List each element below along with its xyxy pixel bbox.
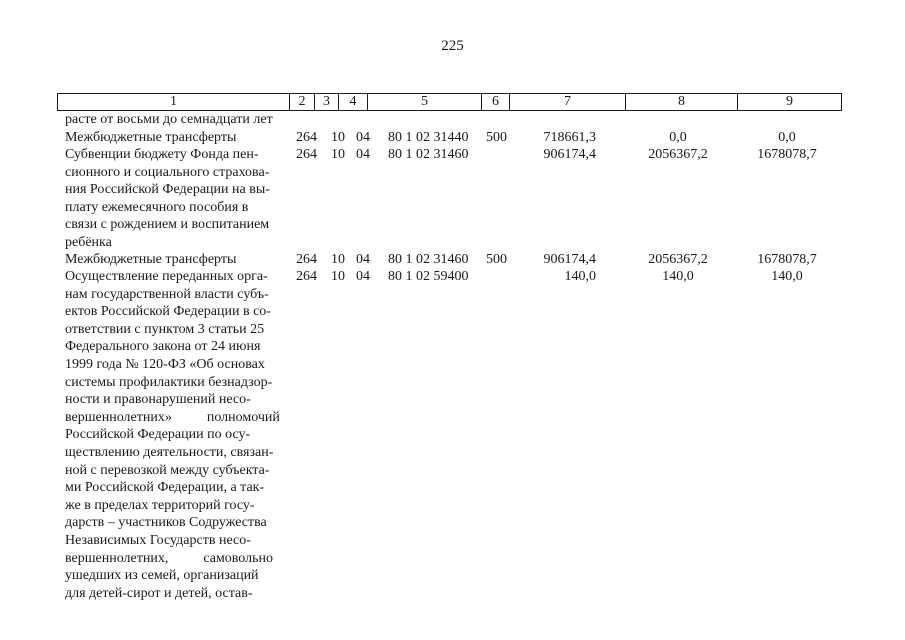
text-line: ребёнка — [65, 234, 112, 250]
cell-col-7: 718661,3 — [543, 130, 596, 145]
text-line: Федерального закона от 24 июня — [65, 339, 261, 355]
cell-col-7: 906174,4 — [543, 252, 596, 267]
text-line: плату ежемесячного пособия в — [65, 199, 249, 215]
text-line: ответствии с пунктом 3 статьи 25 — [65, 321, 265, 337]
cell-col-2: 264 — [296, 147, 317, 162]
row-description: Межбюджетные трансферты — [65, 252, 237, 267]
cell-col-9: 140,0 — [771, 269, 803, 284]
text-line: ности и правонарушений несо- — [65, 392, 251, 408]
text-line: вершеннолетних, самовольно — [65, 550, 273, 566]
cell-col-4: 04 — [356, 269, 370, 284]
column-header-1: 1 — [58, 94, 290, 110]
column-header-7: 7 — [510, 94, 626, 110]
cell-col-8: 0,0 — [669, 130, 687, 145]
text-line: Осуществление переданных орга- — [65, 269, 268, 284]
cell-col-8: 2056367,2 — [648, 147, 708, 162]
row-description — [65, 146, 285, 252]
cell-col-7: 140,0 — [564, 269, 596, 284]
column-header-4: 4 — [339, 94, 368, 110]
page-number: 225 — [441, 38, 464, 54]
text-line: сионного и социального страхова- — [65, 164, 270, 180]
text-line: Независимых Государств несо- — [65, 532, 251, 548]
text-line: ной с перевозкой между субъекта- — [65, 462, 270, 478]
cell-col-4: 04 — [356, 252, 370, 267]
text-line: же в пределах территорий госу- — [65, 497, 255, 513]
row-description: Межбюджетные трансферты — [65, 130, 237, 145]
text-line: ния Российской Федерации на вы- — [65, 182, 270, 198]
column-header-6: 6 — [482, 94, 510, 110]
cell-col-8: 2056367,2 — [648, 252, 708, 267]
cell-col-2: 264 — [296, 252, 317, 267]
cell-col-9: 0,0 — [778, 130, 796, 145]
cell-col-5: 80 1 02 31460 — [388, 252, 469, 267]
text-line: дарств – участников Содружества — [65, 515, 267, 531]
cell-col-8: 140,0 — [662, 269, 694, 284]
cell-col-6: 500 — [486, 130, 507, 145]
table-header-row — [57, 93, 842, 111]
text-line: ществлению деятельности, связан- — [65, 444, 274, 460]
text-line: ушедших из семей, организаций — [65, 568, 259, 584]
cell-col-5: 80 1 02 59400 — [388, 269, 469, 284]
text-line: системы профилактики безнадзор- — [65, 374, 273, 390]
text-line: нам государственной власти субъ- — [65, 286, 269, 302]
text-line: связи с рождением и воспитанием — [65, 217, 270, 233]
text-line: для детей-сирот и детей, остав- — [65, 585, 253, 601]
column-header-3: 3 — [315, 94, 339, 110]
cell-col-5: 80 1 02 31440 — [388, 130, 469, 145]
cell-col-3: 10 — [331, 147, 345, 162]
cell-col-2: 264 — [296, 269, 317, 284]
column-header-2: 2 — [290, 94, 315, 110]
cell-col-3: 10 — [331, 269, 345, 284]
cell-col-3: 10 — [331, 252, 345, 267]
cell-col-7: 906174,4 — [543, 147, 596, 162]
cell-col-4: 04 — [356, 130, 370, 145]
text-line: ми Российской Федерации, а так- — [65, 480, 265, 496]
column-header-8: 8 — [626, 94, 738, 110]
cell-col-4: 04 — [356, 147, 370, 162]
cell-col-9: 1678078,7 — [757, 147, 817, 162]
text-line: Субвенции бюджету Фонда пен- — [65, 147, 259, 162]
cell-col-9: 1678078,7 — [757, 252, 817, 267]
text-line: Российской Федерации по осу- — [65, 427, 251, 443]
cell-col-5: 80 1 02 31460 — [388, 147, 469, 162]
text-line: вершеннолетних» полномочий — [65, 409, 280, 425]
cell-col-2: 264 — [296, 130, 317, 145]
cell-col-3: 10 — [331, 130, 345, 145]
cell-col-6: 500 — [486, 252, 507, 267]
text-line: ектов Российской Федерации в со- — [65, 304, 271, 320]
column-header-9: 9 — [786, 94, 793, 109]
row-description — [65, 268, 285, 602]
column-header-5: 5 — [368, 94, 482, 110]
text-line: 1999 года № 120-ФЗ «Об основах — [65, 356, 265, 372]
continuation-text: расте от восьми до семнадцати лет — [65, 112, 273, 127]
